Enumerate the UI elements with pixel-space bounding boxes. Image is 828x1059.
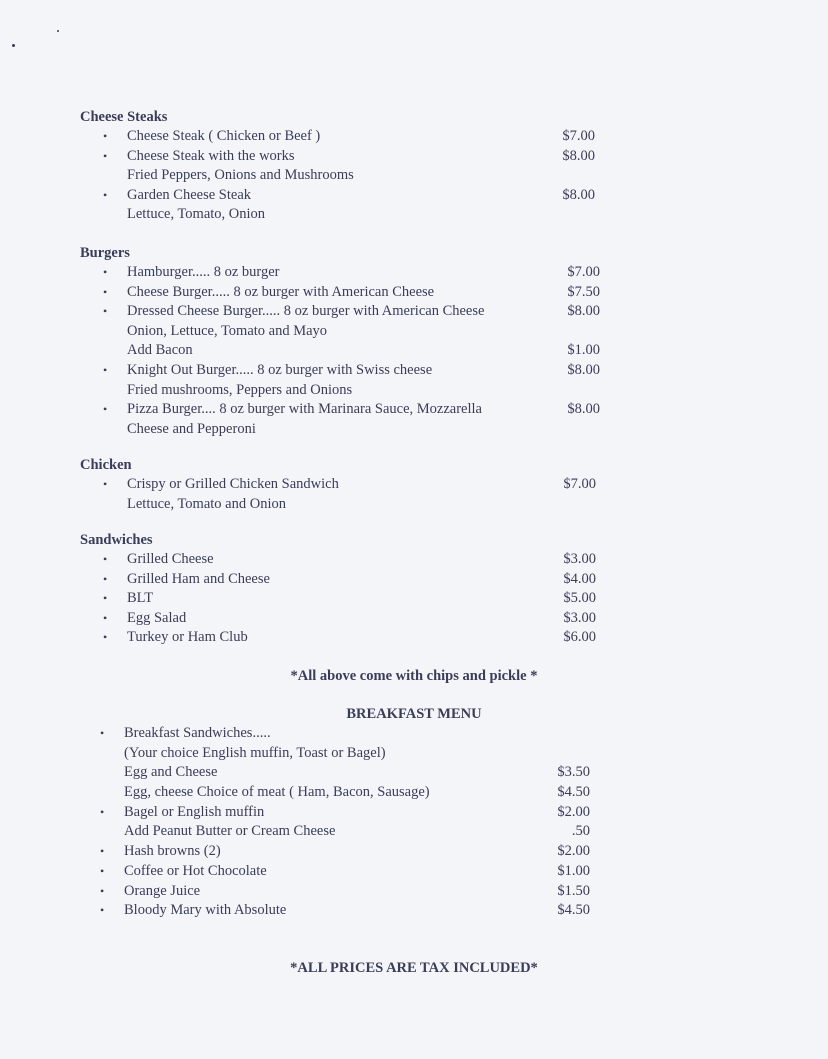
item-price: $1.50	[557, 882, 590, 899]
item-price: $7.00	[567, 264, 600, 280]
item-name: Coffee or Hot Chocolate	[124, 862, 267, 879]
item-name: Bagel or English muffin	[124, 803, 265, 820]
item-price: $1.00	[567, 342, 600, 359]
menu-item	[80, 322, 600, 342]
scan-speck	[12, 44, 15, 47]
menu-item	[80, 589, 596, 609]
item-name: Onion, Lettuce, Tomato and Mayo	[127, 322, 328, 339]
item-price: $8.00	[567, 361, 600, 378]
menu-item	[80, 609, 596, 629]
item-price: $2.00	[557, 843, 590, 860]
menu-item	[80, 495, 596, 515]
item-price: $8.00	[562, 186, 595, 203]
item-name: Grilled Ham and Cheese	[127, 570, 270, 587]
bullet: •	[103, 265, 108, 279]
menu-item	[80, 302, 600, 322]
scan-speck	[57, 30, 59, 32]
item-name: Bloody Mary with Absolute	[124, 902, 287, 919]
item-name: Fried Peppers, Onions and Mushrooms	[127, 167, 354, 184]
item-name: Grilled Cheese	[127, 551, 214, 567]
menu-item	[80, 724, 590, 744]
item-name: Hamburger..... 8 oz burger	[127, 264, 280, 280]
item-price: $6.00	[563, 629, 596, 646]
menu-item	[80, 475, 596, 495]
menu-item	[80, 420, 600, 440]
menu-item	[80, 283, 600, 303]
item-price: $3.00	[563, 551, 596, 567]
section-title: Chicken	[80, 457, 132, 473]
tax-note: *ALL PRICES ARE TAX INCLUDED*	[290, 960, 538, 976]
cheese-steaks-section	[80, 107, 595, 225]
item-price: $7.00	[562, 128, 595, 144]
menu-item	[80, 783, 590, 803]
breakfast-list	[80, 724, 590, 921]
item-price: $8.00	[562, 147, 595, 164]
item-price: $3.00	[563, 609, 596, 626]
item-price: $7.50	[567, 283, 600, 300]
item-price: $1.00	[557, 862, 590, 879]
menu-item	[80, 803, 590, 823]
chicken-section	[80, 455, 596, 514]
item-name: Cheese Burger..... 8 oz burger with American Cheese	[127, 283, 435, 300]
menu-item	[80, 263, 600, 283]
menu-item	[80, 166, 595, 186]
chips-note: *All above come with chips and pickle *	[290, 668, 538, 684]
menu-item	[80, 361, 600, 381]
bullet: •	[100, 844, 105, 859]
item-name: Garden Cheese Steak	[127, 186, 252, 203]
item-name: Lettuce, Tomato and Onion	[127, 495, 286, 512]
menu-item	[80, 127, 595, 147]
item-name: Add Peanut Butter or Cream Cheese	[124, 823, 336, 840]
section-title: Sandwiches	[80, 532, 153, 548]
item-name: Dressed Cheese Burger..... 8 oz burger with American Cheese	[127, 303, 485, 320]
item-name: (Your choice English muffin, Toast or Bagel)	[124, 744, 386, 761]
item-price: $7.00	[563, 476, 596, 492]
item-price: $8.00	[567, 401, 600, 418]
item-name: Add Bacon	[127, 342, 193, 359]
bullet: •	[103, 304, 108, 319]
item-price: $2.00	[557, 803, 590, 820]
menu-item	[80, 744, 590, 764]
menu-item	[80, 862, 590, 882]
item-name: Cheese Steak ( Chicken or Beef )	[127, 128, 321, 144]
bullet: •	[103, 148, 108, 163]
sandwiches-section	[80, 530, 596, 648]
menu-item	[80, 550, 596, 570]
bullet: •	[100, 863, 105, 878]
item-price: $8.00	[567, 303, 600, 320]
menu-item	[80, 400, 600, 420]
breakfast-menu-title: BREAKFAST MENU	[346, 706, 482, 722]
menu-item	[80, 205, 595, 225]
menu-item	[80, 628, 596, 648]
menu-item	[80, 381, 600, 401]
item-name: Lettuce, Tomato, Onion	[127, 206, 266, 223]
item-price: $5.00	[563, 590, 596, 607]
item-name: Fried mushrooms, Peppers and Onions	[127, 381, 353, 398]
item-name: Cheese and Pepperoni	[127, 420, 256, 437]
item-name: Cheese Steak with the works	[127, 147, 295, 164]
item-price: .50	[571, 823, 590, 840]
menu-item	[80, 570, 596, 590]
item-price: $3.50	[557, 764, 590, 781]
menu-item	[80, 147, 595, 167]
menu-item	[80, 341, 600, 361]
bullet: •	[100, 726, 105, 740]
section-title: Cheese Steaks	[80, 109, 168, 125]
item-name: Knight Out Burger..... 8 oz burger with Swiss cheese	[127, 361, 433, 378]
item-name: BLT	[127, 590, 154, 607]
menu-item	[80, 763, 590, 783]
burgers-section	[80, 243, 600, 439]
item-name: Orange Juice	[124, 882, 201, 899]
bullet: •	[100, 903, 105, 918]
bullet: •	[103, 362, 108, 377]
item-name: Egg, cheese Choice of meat ( Ham, Bacon, Sausage)	[124, 784, 430, 801]
menu-item	[80, 822, 590, 842]
item-name: Hash browns (2)	[124, 843, 221, 860]
bullet: •	[103, 187, 108, 202]
bullet: •	[103, 477, 108, 491]
item-name: Crispy or Grilled Chicken Sandwich	[127, 476, 339, 492]
menu-item	[80, 882, 590, 902]
bullet: •	[103, 402, 108, 417]
bullet: •	[103, 610, 108, 625]
item-price: $4.50	[557, 902, 590, 919]
item-name: Egg Salad	[127, 609, 187, 626]
bullet: •	[103, 284, 108, 299]
bullet: •	[103, 630, 108, 645]
bullet: •	[103, 129, 108, 143]
item-name: Turkey or Ham Club	[127, 629, 248, 646]
menu-item	[80, 842, 590, 862]
item-price: $4.00	[563, 570, 596, 587]
bullet: •	[100, 883, 105, 898]
item-name: Egg and Cheese	[124, 764, 218, 781]
item-price: $4.50	[557, 784, 590, 801]
bullet: •	[103, 571, 108, 586]
bullet: •	[100, 804, 105, 819]
item-name: Breakfast Sandwiches.....	[124, 725, 271, 741]
bullet: •	[103, 591, 108, 606]
menu-item	[80, 901, 590, 921]
bullet: •	[103, 552, 108, 566]
item-name: Pizza Burger.... 8 oz burger with Marinara Sauce, Mozzarella	[127, 401, 482, 418]
section-title: Burgers	[80, 245, 130, 261]
menu-item	[80, 186, 595, 206]
